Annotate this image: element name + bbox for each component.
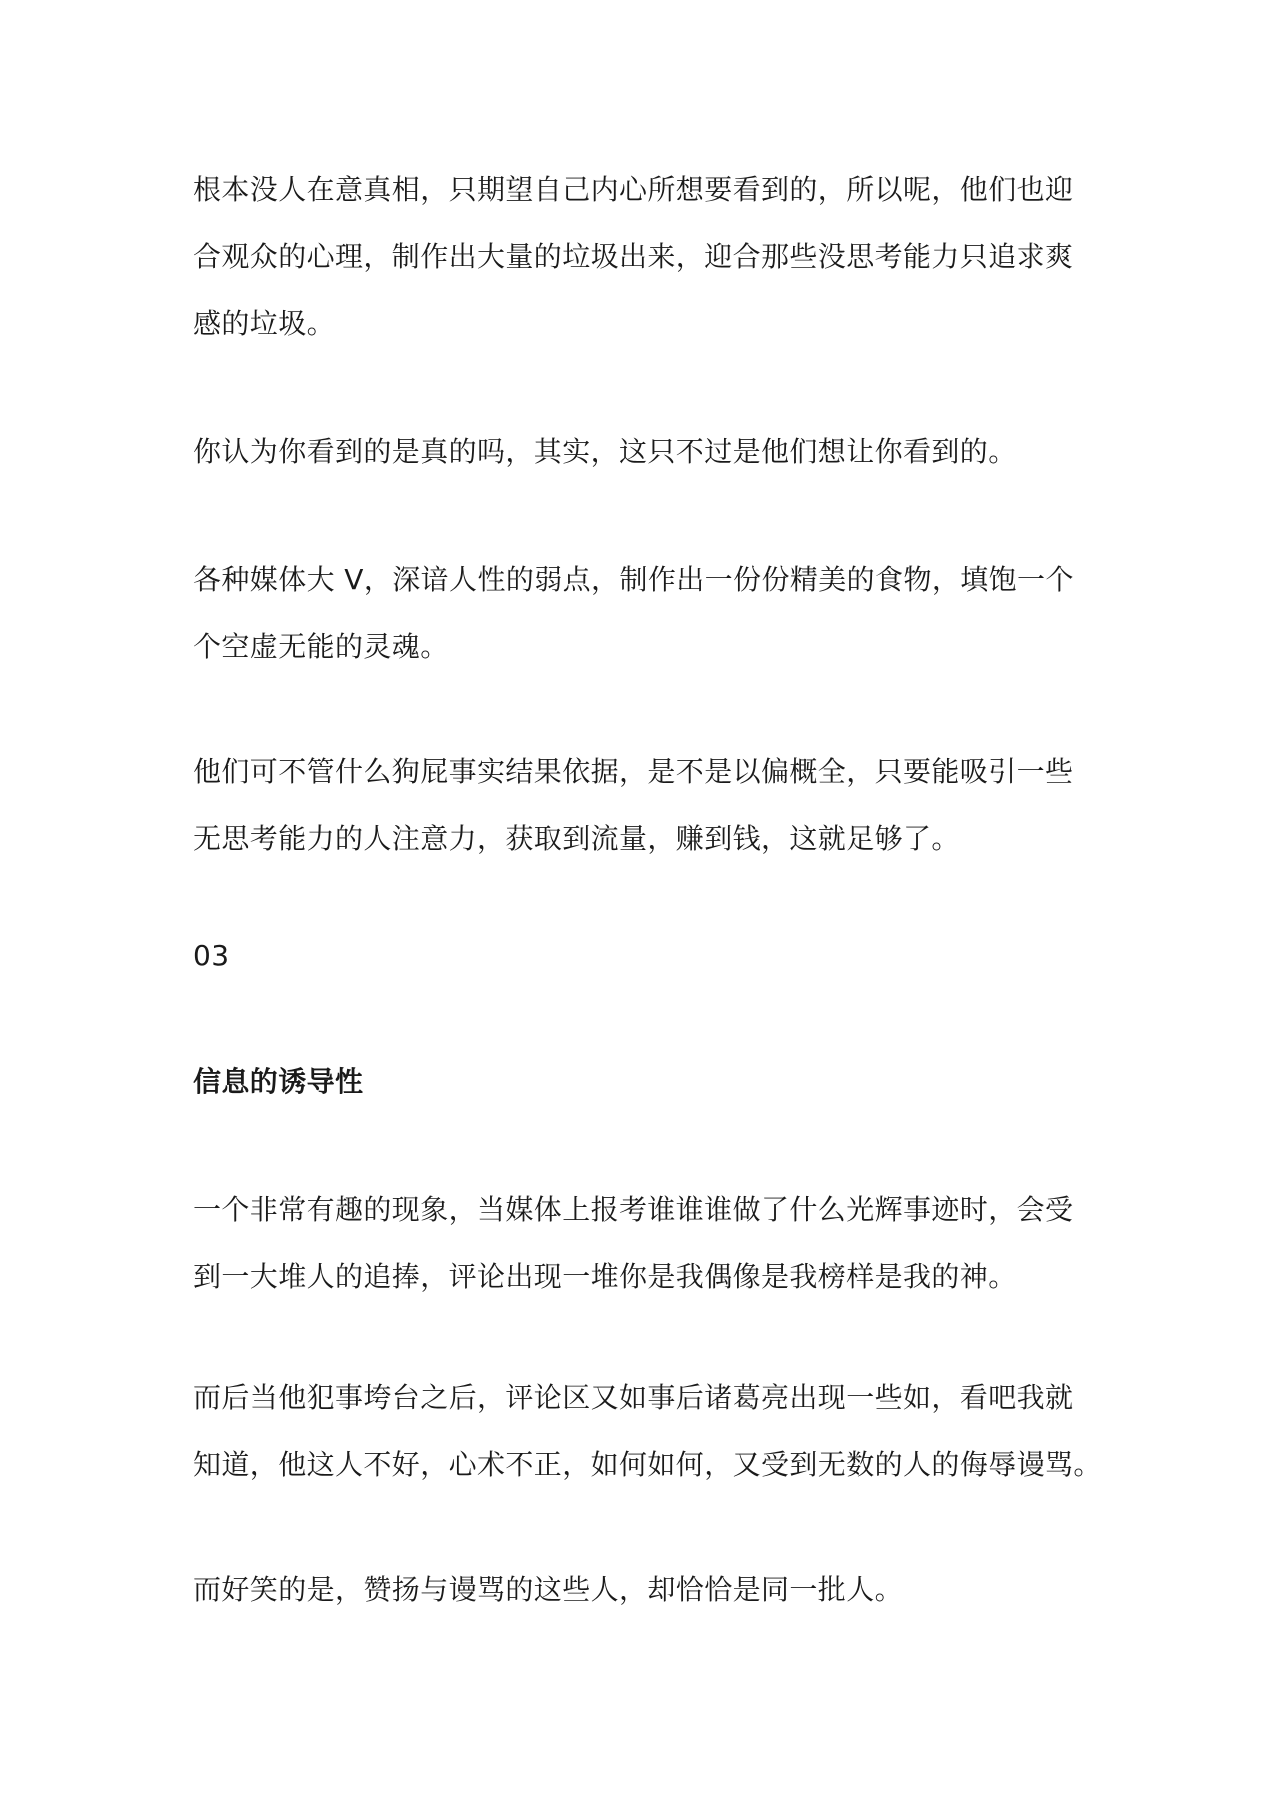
paragraph: [193, 546, 1093, 680]
text-line: 知道，他这人不好，心术不正，如何如何，又受到无数的人的侮辱谩骂。: [193, 1448, 1102, 1481]
paragraph: [193, 1364, 1102, 1498]
section-heading-text: 信息的诱导性: [193, 1065, 364, 1098]
text-line: 个空虚无能的灵魂。: [193, 630, 449, 663]
text-line: 他们可不管什么狗屁事实结果依据，是不是以偏概全，只要能吸引一些: [193, 755, 1074, 788]
text-line: 而好笑的是，赞扬与谩骂的这些人，却恰恰是同一批人。: [193, 1573, 904, 1606]
text-line: 你认为你看到的是真的吗，其实，这只不过是他们想让你看到的。: [193, 435, 1017, 468]
text-line: 一个非常有趣的现象，当媒体上报考谁谁谁做了什么光辉事迹时，会受: [193, 1193, 1074, 1226]
text-line: 无思考能力的人注意力，获取到流量，赚到钱，这就足够了。: [193, 822, 960, 855]
text-line: 各种媒体大 V，深谙人性的弱点，制作出一份份精美的食物，填饱一个: [193, 563, 1074, 596]
text-line: 到一大堆人的追捧，评论出现一堆你是我偶像是我榜样是我的神。: [193, 1260, 1017, 1293]
text-line: 而后当他犯事垮台之后，评论区又如事后诸葛亮出现一些如，看吧我就: [193, 1381, 1074, 1414]
paragraph: [193, 1556, 1093, 1623]
paragraph: [193, 1176, 1093, 1310]
section-number: [193, 922, 1093, 989]
paragraph: [193, 156, 1093, 357]
text-line: 感的垃圾。: [193, 307, 336, 340]
text-line: 合观众的心理，制作出大量的垃圾出来，迎合那些没思考能力只追求爽: [193, 240, 1074, 273]
text-line: 根本没人在意真相，只期望自己内心所想要看到的，所以呢，他们也迎: [193, 173, 1074, 206]
paragraph: [193, 738, 1093, 872]
section-number-text: 03: [193, 939, 230, 972]
paragraph: [193, 418, 1093, 485]
section-heading: [193, 1048, 1093, 1115]
